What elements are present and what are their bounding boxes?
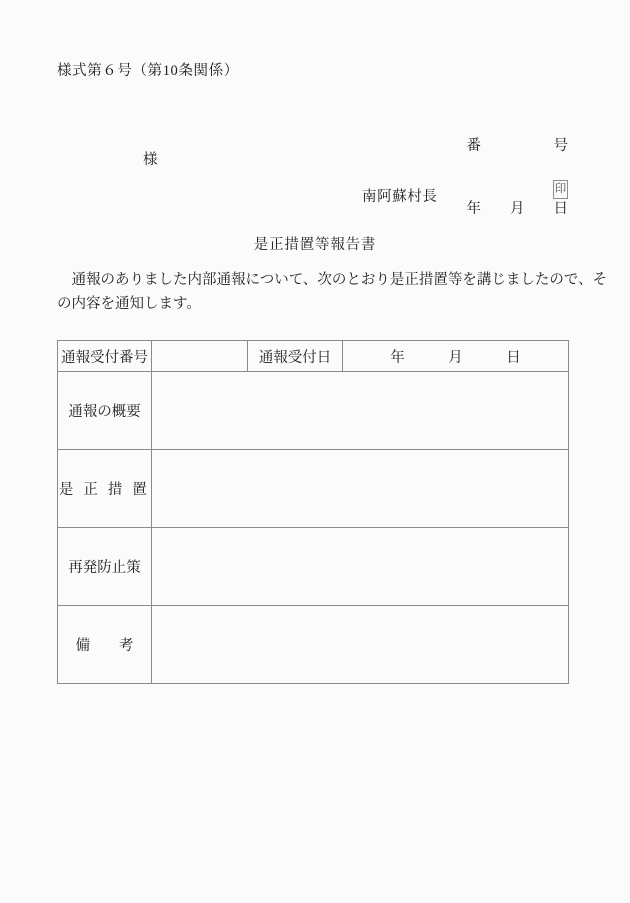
addressee-honorific: 様 <box>143 152 158 168</box>
cell-value-receipt-number[interactable] <box>152 341 248 372</box>
table-row <box>58 450 569 528</box>
seal-stamp-icon: 印 <box>553 180 568 199</box>
cell-label-receipt-date: 通報受付日 <box>248 341 343 372</box>
issuer-name: 南阿蘇村長 <box>362 189 438 205</box>
document-date-line: 年 月 日 <box>466 201 568 217</box>
document-number-line: 番 号 <box>466 138 568 154</box>
cell-value-receipt-date[interactable]: 年 月 日 <box>343 341 569 372</box>
cell-label-corrective-action: 是 正 措 置 <box>58 450 152 528</box>
cell-value-recurrence-prevention[interactable] <box>152 528 569 606</box>
body-paragraph <box>57 268 608 316</box>
page-title: 是正措置等報告書 <box>253 237 377 253</box>
issuer-block <box>362 184 568 208</box>
cell-value-report-summary[interactable] <box>152 372 569 450</box>
cell-label-remarks: 備 考 <box>58 606 152 684</box>
table-row <box>58 341 569 372</box>
body-line-2: の内容を通知します。 <box>57 296 201 312</box>
body-line-1: 通報のありました内部通報について、次のとおり是正措置等を講じましたので、そ <box>57 272 608 288</box>
cell-label-report-summary: 通報の概要 <box>58 372 152 450</box>
table-row <box>58 372 569 450</box>
cell-value-remarks[interactable] <box>152 606 569 684</box>
table-row <box>58 606 569 684</box>
cell-label-recurrence-prevention: 再発防止策 <box>58 528 152 606</box>
report-form-table <box>57 340 569 684</box>
form-number-heading: 様式第６号（第10条関係） <box>57 63 239 79</box>
cell-label-receipt-number: 通報受付番号 <box>58 341 152 372</box>
table-row <box>58 528 569 606</box>
cell-value-corrective-action[interactable] <box>152 450 569 528</box>
